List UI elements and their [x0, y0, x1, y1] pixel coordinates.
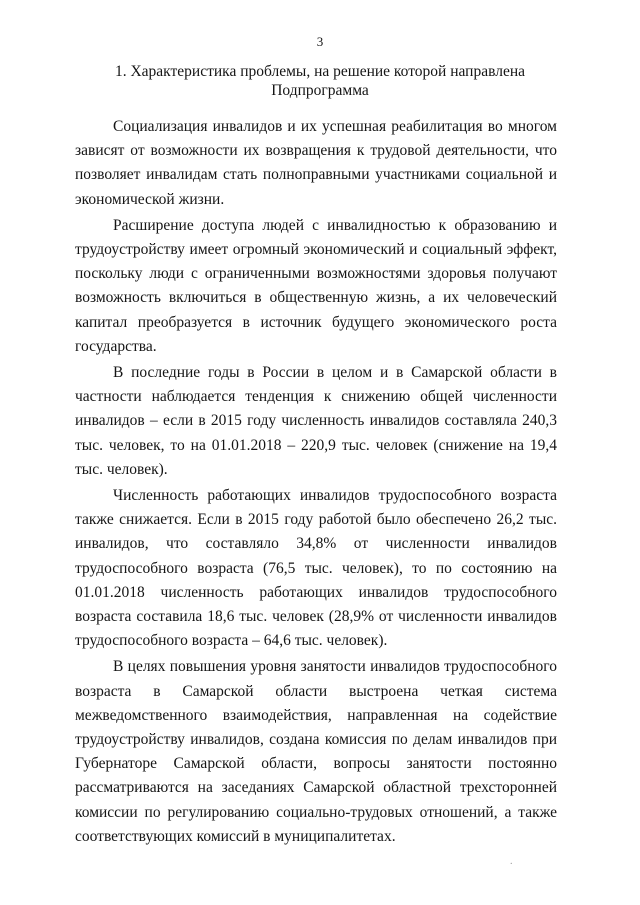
body-text: [75, 115, 557, 851]
paragraph-access-expansion: Расширение доступа людей с инвалидностью к образованию и трудоустройству имеет огромный экономический и социальный эффект, поскольку люди с ограниченными возможностями здоровья получают возможность включиться в общественную жизнь, а их человеческий капитал преобразуется в источник будущего экономического роста государства.: [75, 216, 557, 355]
paragraph-employment-measures: В целях повышения уровня занятости инвалидов трудоспособного возраста в Самарской области выстроена четкая система межведомственного взаимодействия, направленная на содействие трудоустройству инвалидов, создана комиссия по делам инвалидов при Губернаторе Самарской области, вопросы занятости постоянно рассматриваются на заседаниях Самарской областной трехсторонней комиссии по регулированию социально-трудовых отношений, а также соответствующих комиссий в муниципалитетах.: [75, 658, 557, 845]
paragraph-socialization: Социализация инвалидов и их успешная реабилитация во многом зависят от возможности их возвращения к трудовой деятельности, что позволяет инвалидам стать полноправными участниками социальной и экономической жизни.: [75, 118, 557, 208]
paragraph-disability-count: В последние годы в России в целом и в Самарской области в частности наблюдается тенденция к снижению общей численности инвалидов – если в 2015 году численность инвалидов составляла 240,3 тыс. человек, то на 01.01.2018 – 220,9 тыс. человек (снижение на 19,4 тыс. человек).: [75, 364, 557, 478]
stray-mark: .: [510, 856, 513, 867]
section-heading: [100, 62, 540, 100]
page-number: 3: [316, 34, 324, 49]
section-heading-line-1: 1. Характеристика проблемы, на решение которой направлена: [114, 63, 526, 80]
paragraph-employed-disabled: Численность работающих инвалидов трудоспособного возраста также снижается. Если в 2015 году работой было обеспечено 26,2 тыс. инвалидов, что составляло 34,8% от численности инвалидов трудоспособного возраста (76,5 тыс. человек), то по состоянию на 01.01.2018 численность работающих инвалидов трудоспособного возраста составила 18,6 тыс. человек (28,9% от численности инвалидов трудоспособного возраста – 64,6 тыс. человек).: [75, 487, 557, 650]
section-heading-line-2: Подпрограмма: [271, 82, 369, 99]
